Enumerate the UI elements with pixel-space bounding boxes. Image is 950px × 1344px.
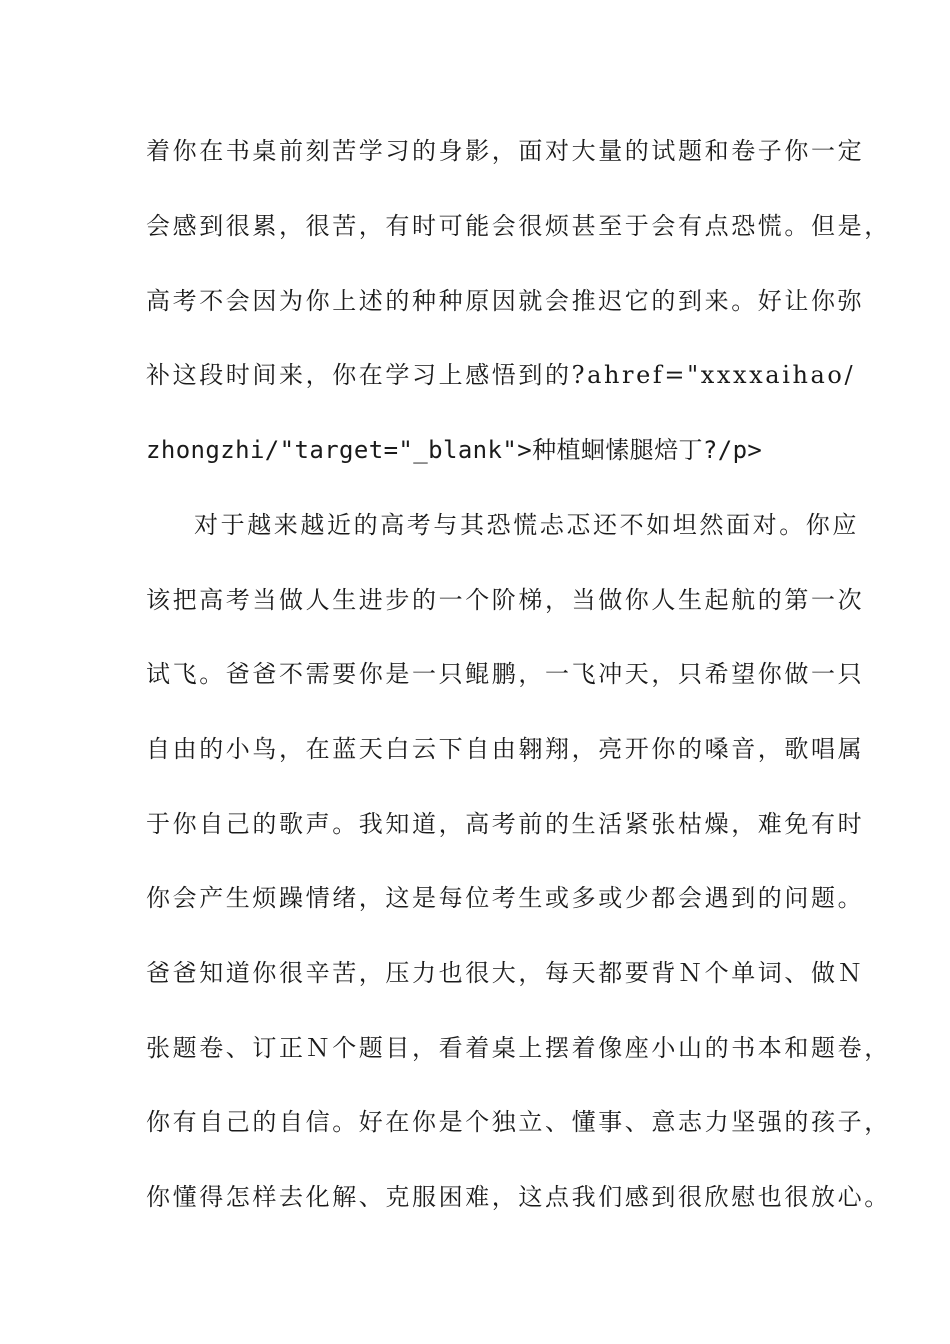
text-line: 张题卷、订正Ｎ个题目，看着桌上摆着像座小山的书本和题卷， bbox=[146, 1034, 891, 1062]
text-line: 该把高考当做人生进步的一个阶梯，当做你人生起航的第一次 bbox=[146, 586, 865, 614]
text-line: 你会产生烦躁情绪，这是每位考生或多或少都会遇到的问题。 bbox=[146, 884, 865, 912]
text-line: 爸爸知道你很辛苦，压力也很大，每天都要背Ｎ个单词、做Ｎ bbox=[146, 959, 865, 987]
text-line: 试飞。爸爸不需要你是一只鲲鹏，一飞冲天，只希望你做一只 bbox=[146, 660, 865, 688]
text-line: 你懂得怎样去化解、克服困难，这点我们感到很欣慰也很放心。 bbox=[146, 1183, 891, 1211]
text-line: zhongzhi/"target="_blank">种植蛔愫腿焙丁?/p> bbox=[146, 436, 763, 464]
paragraph-first-line: 对于越来越近的高考与其恐慌忐忑还不如坦然面对。你应 bbox=[194, 511, 859, 539]
text-line: 着你在书桌前刻苦学习的身影，面对大量的试题和卷子你一定 bbox=[146, 137, 865, 165]
text-line: 于你自己的歌声。我知道，高考前的生活紧张枯燥，难免有时 bbox=[146, 810, 865, 838]
text-line: 补这段时间来，你在学习上感悟到的?ahref="xxxxaihao/ bbox=[146, 361, 856, 389]
text-line: 高考不会因为你上述的种种原因就会推迟它的到来。好让你弥 bbox=[146, 287, 865, 315]
text-line: 自由的小鸟，在蓝天白云下自由翱翔，亮开你的嗓音，歌唱属 bbox=[146, 735, 865, 763]
text-line: 你有自己的自信。好在你是个独立、懂事、意志力坚强的孩子， bbox=[146, 1108, 891, 1136]
text-line: 会感到很累，很苦，有时可能会很烦甚至于会有点恐慌。但是， bbox=[146, 212, 891, 240]
